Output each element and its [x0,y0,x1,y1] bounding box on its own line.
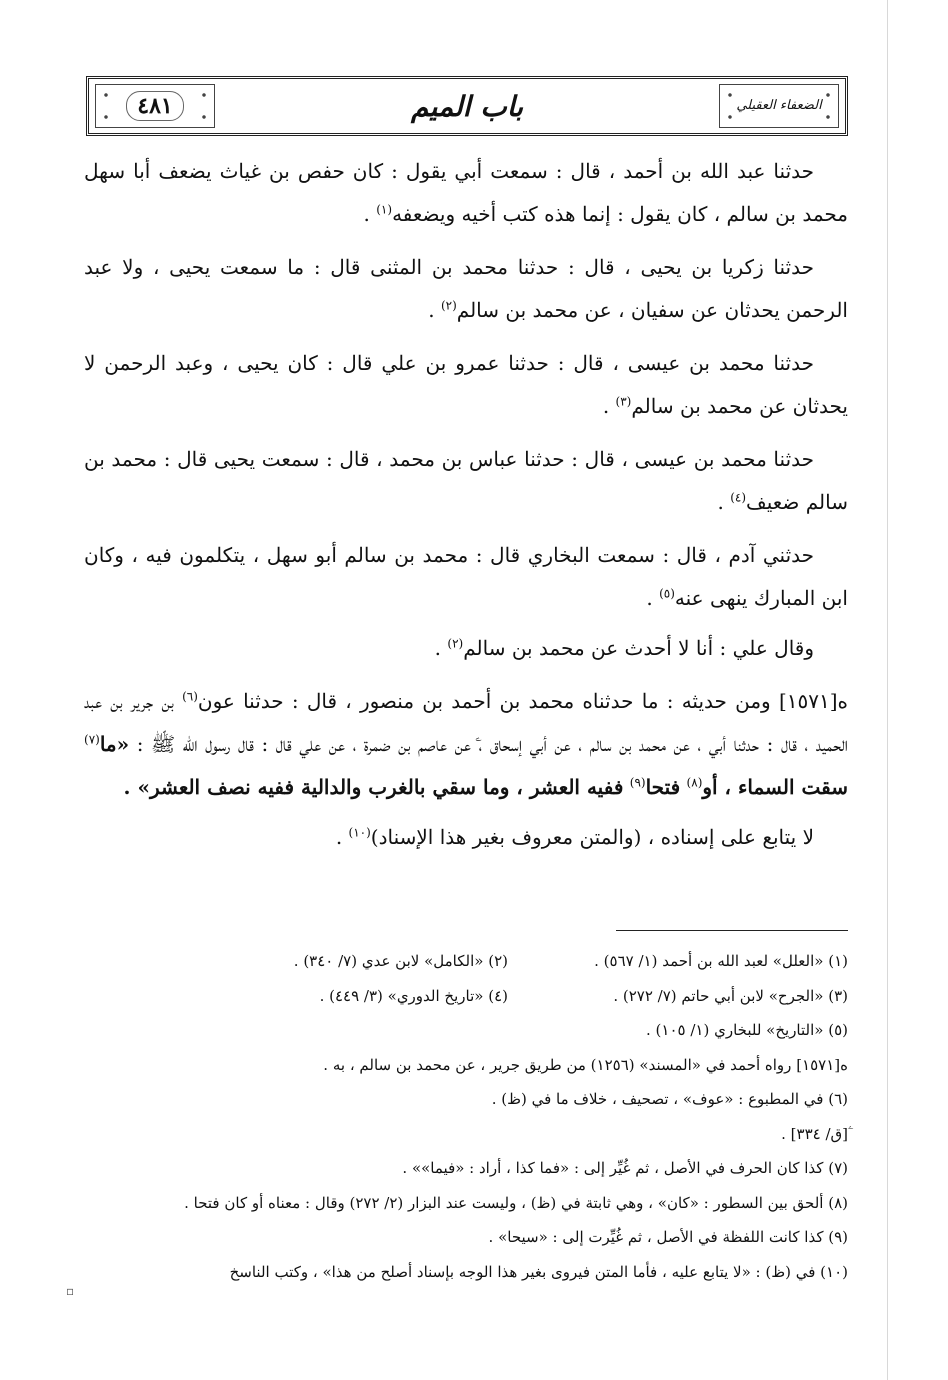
paragraph: لا يتابع على إسناده ، (والمتن معروف بغير هذا الإسناد)$^{(١٠)}$ . [335,825,814,849]
footnote: (٦) في المطبوع : «عوف» ، تصحيف ، خلاف ما في (ظ) . [491,1090,848,1108]
hadith-paragraph: ه[١٥٧١] ومن حديثه : ما حدثناه محمد بن أحمد بن منصور ، قال : حدثنا عون$^{(٦)}$ بن جرير بن عبد الحميد ، قال : حدثنا أبي ، عن محمد بن سالم ، عن أبي إسحاق ، عن عاصم بن ضمرة ، عن علي قال : قال رسول الله ﷺ : «ما$^{(٧)}$ سقت السماء ، أو$^{(٨)}$ فتحا$^{(٩)}$ ففيه العشر ، وما سقي بالغرب والدالية ففيه نصف العشر» . [84,689,849,799]
hadith-number: ه[١٥٧١] [778,689,849,713]
paragraph: حدثنا زكريا بن يحيى ، قال : حدثنا محمد بن المثنى قال : ما سمعت يحيى ، ولا عبد الرحمن يحدثان عن سفيان ، عن محمد بن سالم$^{(٢)}$ . [84,255,848,322]
footnote-ref: (٨) [686,775,703,790]
footnote: (١) «العلل» لعبد الله بن أحمد (١/ ٥٦٧) . [594,952,848,970]
logo-ornament [719,84,839,128]
footnote-ref: (٩) [629,775,646,790]
paragraph: وقال علي : أنا لا أحدث عن محمد بن سالم$^{(٢)}$ . [434,636,814,660]
page-edge-line [887,0,888,1380]
page-number: ٤٨١ [126,91,183,121]
footnote-ref: (٢) [447,636,464,651]
footnote-row [100,979,848,1014]
footnote-ref: (٧) [84,732,100,747]
footnote-ref: (٤) [730,490,747,505]
footnote-separator [616,930,848,931]
footnotes [100,944,848,1289]
footnote-ref: (١٠) [348,825,371,840]
paragraph: حدثنا محمد بن عيسى ، قال : حدثنا عباس بن محمد ، قال : سمعت يحيى قال : محمد بن سالم ضعيف$^{(٤)}$ . [84,447,848,514]
footnote: (٧) كذا كان الحرف في الأصل ، ثم غُيِّر إلى : «فما كذا ، أراد : «فيما»» . [402,1159,848,1177]
paragraph: حدثني آدم ، قال : سمعت البخاري قال : محمد بن سالم أبو سهل ، يتكلمون فيه ، وكان ابن المبارك ينهى عنه$^{(٥)}$ . [84,543,848,610]
footnote: (٢) «الكامل» لابن عدي (٧/ ٣٤٠) . [293,952,508,970]
main-text [84,150,848,866]
footnote-ref: (٣) [615,394,632,409]
footnote-ref: (٥) [659,586,675,601]
footnote: (٩) كذا كانت اللفظة في الأصل ، ثم غُيِّرت إلى : «سيحا» . [488,1228,848,1246]
chapter-title: باب الميم [411,89,524,123]
page-number-ornament [95,84,215,128]
footnote-ref: (٦) [182,689,198,704]
book-logo: الضعفاء العقيلي [736,98,822,113]
page-header [86,76,848,136]
footnote: (٨) ألحق بين السطور : «كان» ، وهي ثابتة في (ظ) ، وليست عند البزار (٢/ ٢٧٢) وقال : معناه أو كان فتحا . [184,1193,848,1212]
footnote: ه[١٥٧١] رواه أحمد في «المسند» (١٢٥٦) من طريق جرير ، عن محمد بن سالم ، به . [323,1055,848,1074]
footnote-row [100,944,848,979]
footnote: (٤) «تاريخ الدوري» (٣/ ٤٤٩) . [319,986,508,1005]
footnote: ۧ[ق/ ٣٣٤] . [781,1124,848,1143]
paragraph: حدثنا عبد الله بن أحمد ، قال : سمعت أبي يقول : كان حفص بن غياث يضعف أبا سهل محمد بن سالم ، كان يقول : إنما هذه كتب أخيه ويضعفه$^{(١)}$ . [84,159,848,226]
paragraph: حدثنا محمد بن عيسى ، قال : حدثنا عمرو بن علي قال : كان يحيى ، وعبد الرحمن لا يحدثان عن محمد بن سالم$^{(٣)}$ . [84,351,848,418]
continuation-mark: ▫ [66,1284,75,1298]
footnote-ref: (١) [376,202,393,217]
footnote: (١٠) في (ظ) : «لا يتابع عليه ، فأما المتن فيروى بغير هذا الوجه بإسناد أصلح من هذا» ، وكتب الناسخ [229,1262,848,1281]
footnote: (٣) «الجرح» لابن أبي حاتم (٧/ ٢٧٢) . [613,986,848,1005]
footnote: (٥) «التاريخ» للبخاري (١/ ١٠٥) . [646,1021,848,1039]
footnote-ref: (٢) [440,298,457,313]
